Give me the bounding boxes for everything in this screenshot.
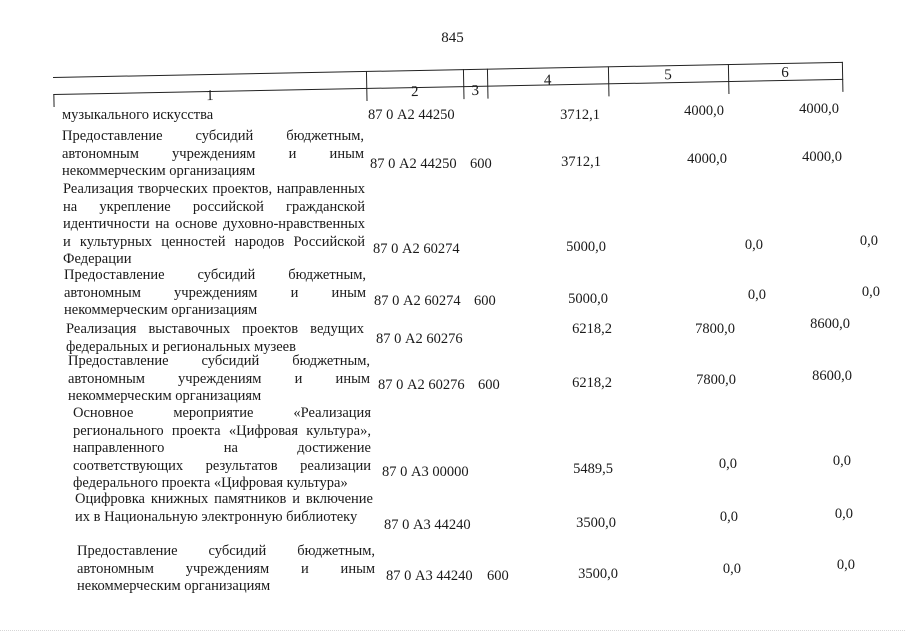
row-amount-2020: 0,0	[744, 237, 763, 253]
row-code: 87 0 А3 44240	[384, 517, 471, 533]
row-amount-2019: 5489,5	[573, 461, 613, 477]
row-code: 87 0 А2 60274	[373, 241, 460, 257]
row-amount-2021: 0,0	[834, 506, 853, 522]
row-amount-2020: 7800,0	[696, 372, 736, 388]
header-col-4: 4	[543, 72, 552, 89]
row-amount-2021: 8600,0	[810, 316, 850, 332]
row-code: 87 0 А2 44250	[368, 107, 455, 123]
row-vr: 600	[474, 293, 496, 309]
row-description: Основное мероприятие «Реализация регионального проекта «Цифровая культура», направленного на достижение соответствующих результатов реализации федерального проекта «Цифровая культура»	[73, 405, 371, 491]
row-code: 87 0 А2 44250	[370, 156, 457, 172]
row-amount-2021: 0,0	[861, 284, 880, 300]
row-code: 87 0 А2 60276	[378, 377, 465, 393]
row-description: Предоставление субсидий бюджетным, автономным учреждениям и иным некоммерческим организациям	[77, 543, 375, 594]
row-amount-2019: 3500,0	[578, 566, 618, 582]
row-amount-2020: 4000,0	[687, 151, 727, 167]
row-code: 87 0 А3 44240	[386, 568, 473, 584]
row-vr: 600	[470, 156, 492, 172]
row-amount-2021: 0,0	[859, 233, 878, 249]
row-amount-2020: 0,0	[718, 456, 737, 472]
page-number: 845	[441, 30, 464, 46]
header-col-6: 6	[781, 64, 789, 82]
row-amount-2019: 3712,1	[560, 107, 600, 123]
row-amount-2020: 0,0	[747, 287, 766, 303]
header-col-3: 3	[471, 82, 480, 99]
row-vr: 600	[487, 568, 509, 584]
row-amount-2020: 0,0	[719, 509, 738, 525]
row-description: Реализация творческих проектов, направленных на укрепление российской гражданской идентичности на основе духовно-нравственных и культурных ценностей народов Российской Федерации	[63, 181, 365, 267]
row-code: 87 0 А3 00000	[382, 464, 469, 480]
row-description: Оцифровка книжных памятников и включение их в Национальную электронную библиотеку	[75, 491, 373, 525]
row-code: 87 0 А2 60274	[374, 293, 461, 309]
table-header	[53, 62, 843, 107]
row-amount-2019: 5000,0	[568, 291, 608, 307]
row-amount-2020: 4000,0	[684, 103, 724, 119]
row-amount-2021: 4000,0	[799, 101, 839, 117]
row-description: Предоставление субсидий бюджетным, автономным учреждениям и иным некоммерческим организациям	[68, 353, 370, 404]
row-description: музыкального искусства	[62, 107, 214, 123]
row-amount-2019: 3500,0	[576, 515, 616, 531]
row-vr: 600	[478, 377, 500, 393]
row-amount-2021: 0,0	[832, 453, 851, 469]
row-amount-2019: 6218,2	[572, 375, 612, 391]
row-description: Предоставление субсидий бюджетным, автономным учреждениям и иным некоммерческим организациям	[64, 267, 366, 318]
header-col-2: 2	[410, 83, 419, 101]
row-description: Реализация выставочных проектов ведущих федеральных и региональных музеев	[66, 321, 364, 355]
row-description: Предоставление субсидий бюджетным, автономным учреждениям и иным некоммерческим организациям	[62, 128, 364, 179]
row-amount-2020: 0,0	[722, 561, 741, 577]
row-amount-2019: 5000,0	[566, 239, 606, 255]
row-amount-2021: 4000,0	[802, 149, 842, 165]
header-col-1: 1	[205, 87, 214, 105]
row-code: 87 0 А2 60276	[376, 331, 463, 347]
row-amount-2019: 3712,1	[561, 154, 601, 170]
scan-artifact-line	[0, 630, 905, 634]
header-col-5: 5	[664, 67, 672, 84]
row-amount-2020: 7800,0	[695, 321, 735, 337]
row-amount-2019: 6218,2	[572, 321, 612, 337]
row-amount-2021: 8600,0	[812, 368, 852, 384]
row-amount-2021: 0,0	[836, 557, 855, 573]
